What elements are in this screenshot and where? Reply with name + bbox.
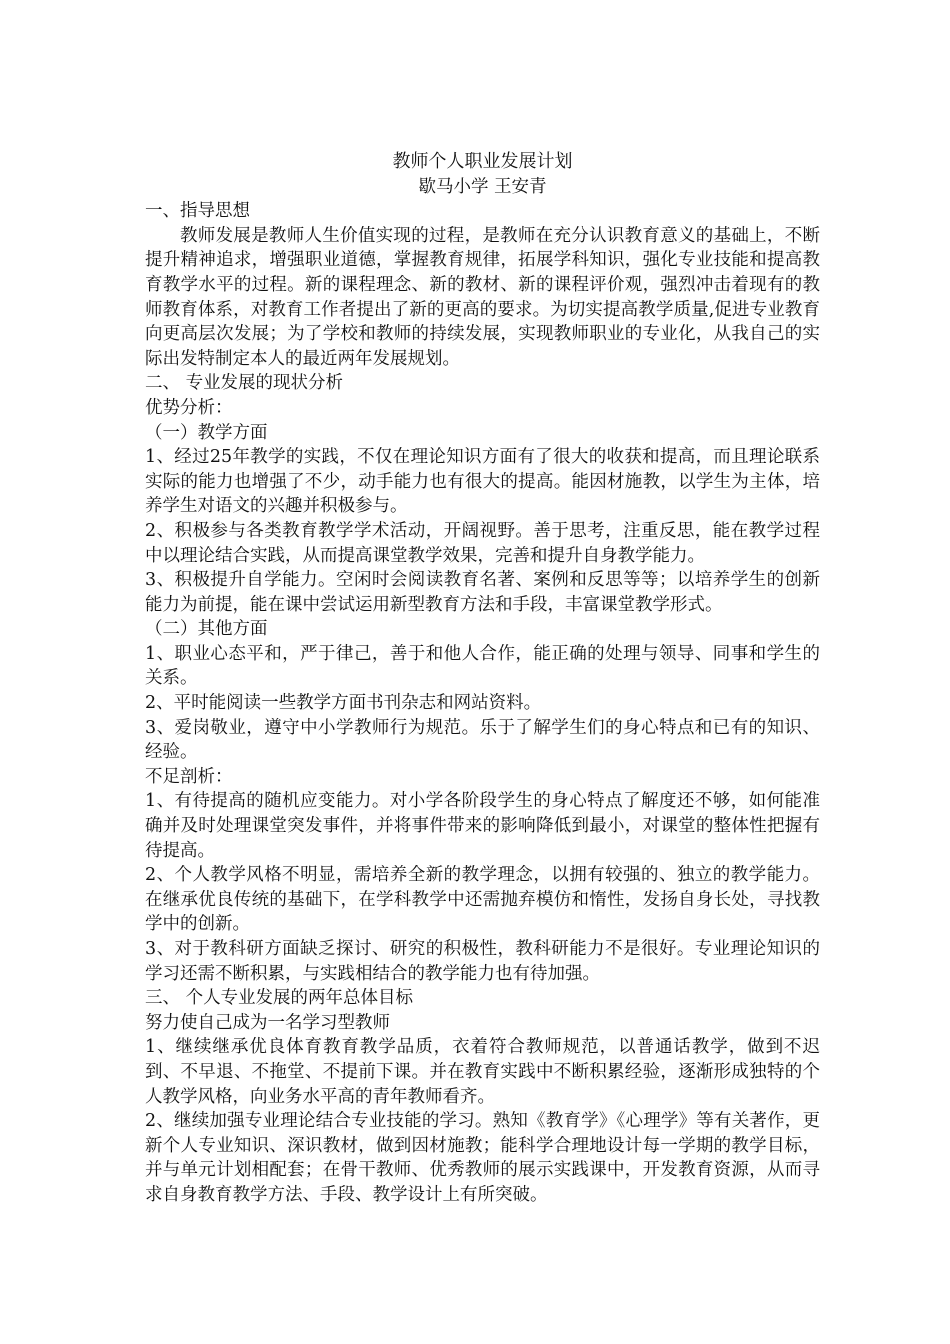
other-item-3: 3、爱岗敬业，遵守中小学教师行为规范。乐于了解学生们的身心特点和已有的知识、经验。: [145, 717, 820, 763]
section-heading-3: 三、 个人专业发展的两年总体目标: [145, 988, 414, 1009]
advantage-item-2: 2、积极参与各类教育教学学术活动，开阔视野。善于思考，注重反思，能在教学过程中以理论结合实践，从而提高课堂教学效果，完善和提升自身教学能力。: [145, 520, 820, 566]
goal-item-2: 2、继续加强专业理论结合专业技能的学习。熟知《教育学》《心理学》等有关著作，更新个人专业知识、深识教材，做到因材施教；能科学合理地设计每一学期的教学目标，并与单元计划相配套；在骨干教师、优秀教师的展示实践课中，开发教育资源，从而寻求自身教育教学方法、手段、教学设计上有所突破。: [145, 1111, 820, 1205]
subheading-other: （二）其他方面: [145, 619, 268, 640]
goal-statement: 努力使自己成为一名学习型教师: [145, 1012, 390, 1033]
weakness-item-1: 1、有待提高的随机应变能力。对小学各阶段学生的身心特点了解度还不够，如何能准确并及时处理课堂突发事件，并将事件带来的影响降低到最小，对课堂的整体性把握有待提高。: [145, 791, 820, 861]
advantage-item-1: 1、经过25年教学的实践，不仅在理论知识方面有了很大的收获和提高，而且理论联系实际的能力也增强了不少，动手能力也有很大的提高。能因材施教，以学生为主体，培养学生对语文的兴趣并积极参与。: [145, 447, 820, 517]
weakness-label: 不足剖析：: [145, 766, 233, 787]
document-title: 教师个人职业发展计划: [392, 151, 573, 172]
section-heading-1: 一、指导思想: [145, 201, 250, 222]
section-heading-2: 二、 专业发展的现状分析: [145, 373, 344, 394]
other-item-2: 2、平时能阅读一些教学方面书刊杂志和网站资料。: [145, 693, 542, 714]
document-page: [145, 150, 820, 1208]
weakness-item-3: 3、对于教科研方面缺乏探讨、研究的积极性，教科研能力不是很好。专业理论知识的学习还需不断积累，与实践相结合的教学能力也有待加强。: [145, 939, 820, 984]
weakness-item-2: 2、个人教学风格不明显，需培养全新的教学理念，以拥有较强的、独立的教学能力。在继承优良传统的基础下，在学科教学中还需抛弃模仿和惰性，发扬自身长处，寻找教学中的创新。: [145, 865, 820, 935]
advantage-label: 优势分析：: [145, 397, 233, 418]
other-item-1: 1、职业心态平和，严于律己，善于和他人合作，能正确的处理与领导、同事和学生的关系。: [145, 643, 820, 689]
goal-item-1: 1、继续继承优良体育教育教学品质，衣着符合教师规范，以普通话教学，做到不迟到、不早退、不拖堂、不提前下课。并在教育实践中不断积累经验，逐渐形成独特的个人教学风格，向业务水平高的青年教师看齐。: [145, 1037, 820, 1107]
advantage-item-3: 3、积极提升自学能力。空闲时会阅读教育名著、案例和反思等等；以培养学生的创新能力为前提，能在课中尝试运用新型教育方法和手段，丰富课堂教学形式。: [145, 570, 820, 615]
subheading-teaching: （一）教学方面: [145, 422, 268, 443]
document-author: 歇马小学 王安青: [418, 176, 547, 197]
paragraph-guiding: 教师发展是教师人生价值实现的过程，是教师在充分认识教育意义的基础上，不断提升精神追求，增强职业道德，掌握教育规律，拓展学科知识，强化专业技能和提高教育教学水平的过程。新的课程理念、新的教材、新的课程评价观，强烈冲击着现有的教师教育体系，对教育工作者提出了新的更高的要求。为切实提高教学质量,促进专业教育向更高层次发展；为了学校和教师的持续发展，实现教师职业的专业化，从我自己的实际出发特制定本人的最近两年发展规划。: [145, 225, 820, 369]
